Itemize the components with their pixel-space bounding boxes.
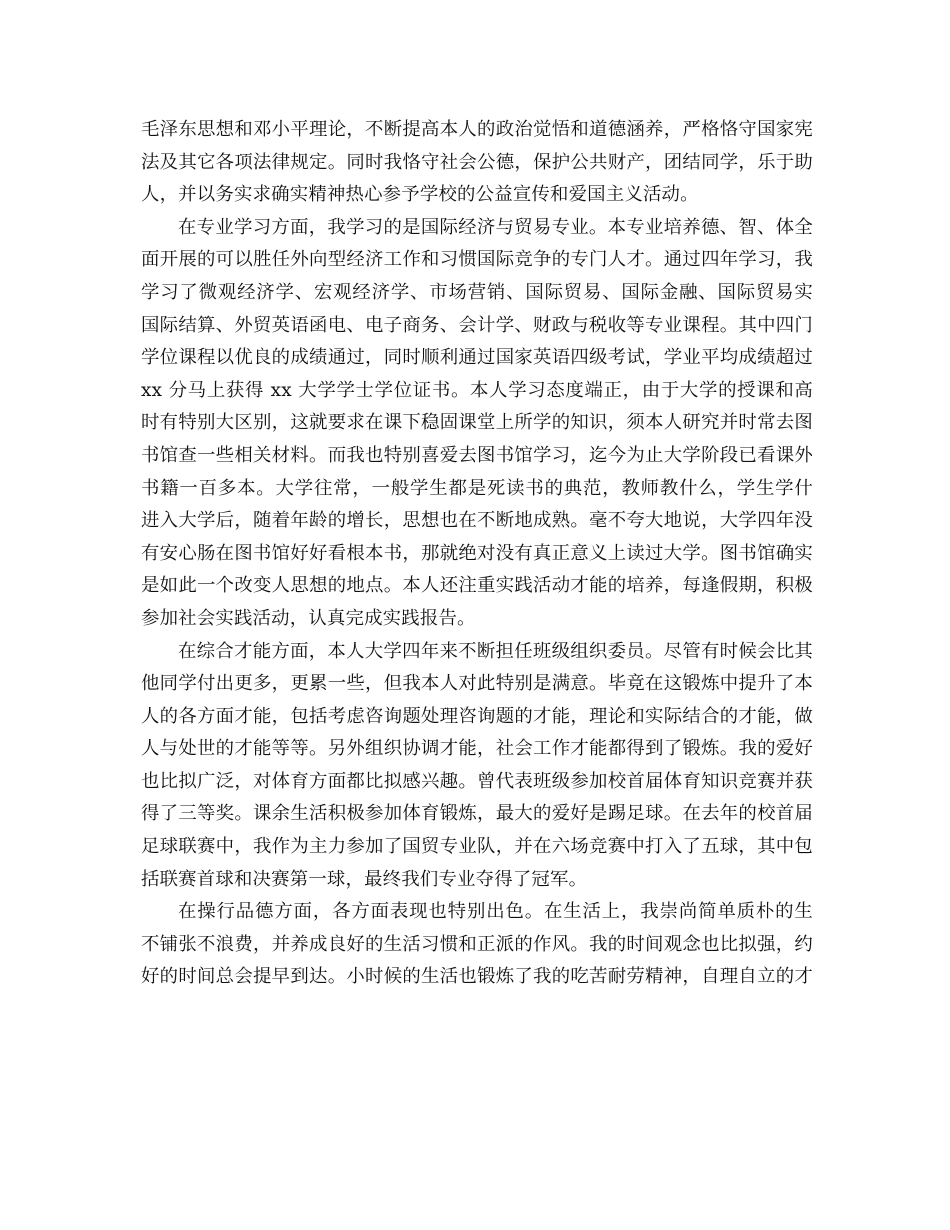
text-line: 书馆查一些相关材料。而我也特别喜爱去图书馆学习，迄今为止大学阶段已看课外	[141, 444, 813, 466]
paragraph	[141, 636, 813, 897]
text-line: 也比拟广泛，对体育方面都比拟感兴趣。曾代表班级参加校首届体育知识竞赛并获	[141, 770, 813, 792]
text-line: 面开展的可以胜任外向型经济工作和习惯国际竞争的专门人才。通过四年学习，我	[141, 249, 813, 271]
text-line: 人的各方面才能，包括考虑咨询题处理咨询题的才能，理论和实际结合的才能，做	[141, 705, 813, 727]
text-line: 好的时间总会提早到达。小时候的生活也锻炼了我的吃苦耐劳精神，自理自立的才	[141, 966, 813, 988]
text-line: 时有特别大区别，这就要求在课下稳固课堂上所学的知识，须本人研究并时常去图	[141, 412, 813, 434]
paragraph	[141, 212, 813, 636]
text-line: 人，并以务实求确实精神热心参予学校的公益宣传和爱国主义活动。	[141, 184, 699, 206]
text-line: 学位课程以优良的成绩通过，同时顺利通过国家英语四级考试，学业平均成绩超过	[141, 347, 813, 369]
paragraph	[141, 114, 813, 212]
text-line: 得了三等奖。课余生活积极参加体育锻炼，最大的爱好是踢足球。在去年的校首届	[141, 803, 813, 825]
text-line: 国际结算、外贸英语函电、电子商务、会计学、财政与税收等专业课程。其中四门	[141, 314, 813, 336]
text-line: 括联赛首球和决赛第一球，最终我们专业夺得了冠军。	[141, 868, 588, 890]
text-line: 他同学付出更多，更累一些，但我本人对此特别是满意。毕竟在这锻炼中提升了本	[141, 673, 813, 695]
text-line: 毛泽东思想和邓小平理论，不断提高本人的政治觉悟和道德涵养，严格恪守国家宪	[141, 119, 813, 140]
text-line: 在操行品德方面，各方面表现也特别出色。在生活上，我崇尚简单质朴的生	[178, 901, 813, 923]
text-line: 书籍一百多本。大学往常，一般学生都是死读书的典范，教师教什么，学生学什	[141, 477, 813, 499]
text-line: 进入大学后，随着年龄的增长，思想也在不断地成熟。毫不夸大地说，大学四年没	[141, 510, 813, 532]
text-line: 足球联赛中，我作为主力参加了国贸专业队，并在六场竞赛中打入了五球，其中包	[141, 836, 813, 858]
text-line: 不铺张不浪费，并养成良好的生活习惯和正派的作风。我的时间观念也比拟强，约	[141, 933, 813, 955]
text-line: 在综合才能方面，本人大学四年来不断担任班级组织委员。尽管有时候会比其	[178, 640, 813, 662]
text-line: xx 分马上获得 xx 大学学士学位证书。本人学习态度端正，由于大学的授课和高	[141, 379, 813, 401]
text-line: 人与处世的才能等等。另外组织协调才能，社会工作才能都得到了锻炼。我的爱好	[141, 738, 813, 760]
text-line: 法及其它各项法律规定。同时我恪守社会公德，保护公共财产，团结同学，乐于助	[141, 151, 813, 173]
paragraph	[141, 896, 813, 994]
text-line: 参加社会实践活动，认真完成实践报告。	[141, 607, 476, 629]
text-line: 在专业学习方面，我学习的是国际经济与贸易专业。本专业培养德、智、体全	[178, 216, 813, 238]
text-line: 有安心肠在图书馆好好看根本书，那就绝对没有真正意义上读过大学。图书馆确实	[141, 542, 813, 564]
text-line: 学习了微观经济学、宏观经济学、市场营销、国际贸易、国际金融、国际贸易实	[141, 281, 813, 303]
text-line: 是如此一个改变人思想的地点。本人还注重实践活动才能的培养，每逢假期，积极	[141, 575, 813, 597]
document-body	[141, 114, 813, 994]
